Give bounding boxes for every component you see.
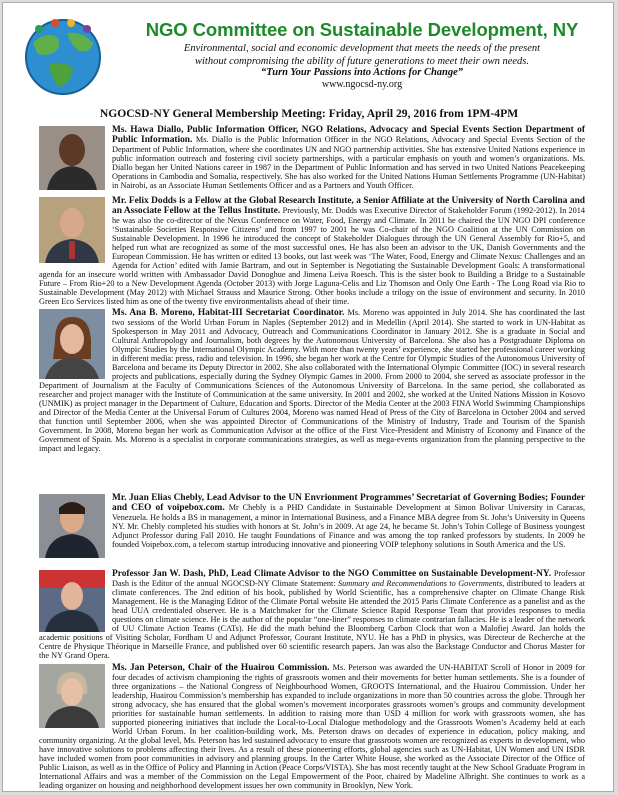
bio-name: Ms. Hawa Diallo, Public Information Officer, NGO Relations, Advocacy and Special Events Section Department of Public Information. (112, 125, 585, 145)
subtitle-line-1: Environmental, social and economic development that meets the needs of the present (183, 43, 541, 54)
bio-ana-moreno (39, 308, 585, 453)
bio-felix-dodds (39, 196, 585, 306)
bio-name: Ms. Jan Peterson, Chair of the Huairou Commission. (112, 663, 333, 673)
portrait-photo (39, 664, 105, 728)
bio-text: Ms. Moreno was appointed in July 2014. She has coordinated the last two sessions of the World Urban Forum in Naples (September 2012) and in Medellin (April 2014). She started to work in UN-Habitat as Spokesperson in May 2011 and Advocacy, Outreach and Communications Coordinator in January 2012. She is a graduate in Social and Cultural Anthropology and Journalism, both degrees by the Autonomous University of Barcelona. She also has a Postgraduate Diploma on Olympic Studies by the International Olympic Academy. With more than twenty years’ experience, she started her professional career working in different media: press, radio and television. In 1996, she began her work at the Centre for Olympic Studies of the Autonomous University of Barcelona and became its Deputy Director in 2002. She also collaborated with the International Olympic Committee (IOC) in several research projects and publications, especially during the Sydney Olympic Games in 2000. From 2000 to 2004, she served as associate professor in the Department of Journalism at the Faculty of Communications Sciences of the Autonomous University of Barcelona. In the same period, she collaborated as researcher and project manager with the Institute of Communication at the same university. In 2001 and 2002, she worked at the United Nations Mission in Kosovo (UNMIK) as project manager in the Department of Culture, Education and Sports. Director of the Media Center at the 2003 FINA World Swimming Championships and Director of the Media Center at the Universal Forum of Cultures 2004, Moreno was named Head of Press of the City of Barcelona in October 2004 and served that function until September 2006, when she was appointed Director of Communications of the Ministry of Industry, Trade and Tourism of the Spanish Government. In 2008, Moreno began her work as Communication Advisor at the office of the First Vice-President and Ministry of Economy and Finance of the Government of Spain. Ms. Moreno is a specialist in corporate communications strategies, as well as mega-events organization from the planning perspective to the impact and legacy. (39, 308, 585, 453)
org-title: NGO Committee on Sustainable Development, NY (145, 19, 579, 40)
globe-logo-icon (13, 13, 113, 97)
tagline: “Turn Your Passions into Actions for Change” (260, 67, 464, 78)
subtitle-line-2: without compromising the ability of future generations to meet their own needs. (194, 56, 530, 67)
header-text (117, 13, 607, 90)
bio-hawa-diallo (39, 125, 585, 190)
header (13, 13, 609, 97)
flyer-page (2, 2, 614, 792)
bio-text: Ms. Peterson was awarded the UN-HABITAT Scroll of Honor in 2009 for four decades of activism championing the rights of grassroots women and their movements for better human settlements. She is a founder of three organizations – the National Congress of Neighbourhood Women, GROOTS International, and the Huairou Commission. Under her leadership, Huairou Commission’s membership has expanded to include organizations in more than 50 countries across the globe. Through her strong advocacy, she has ensured that the global women’s movement incorporates grassroots women’s groups and community development priorities for sustainable human settlements. In addition to raising more than USD 4 million for work with grassroots women, she has supported pioneering initiatives that include the Local-to-Local Dialogue methodology and the Grassroots Women’s Academy held at each World Urban Forum. In her coalition-building work, Ms. Peterson draws on decades of experience in education, policy making, and community organizing. At the global level, Ms. Peterson has led sustained advocacy to ensure that grassroots women are recognized as experts in development, who have innovative solutions to problems affecting their lives. As a result of these pioneering efforts, global agencies such as UN-Habitat, UN Women and UN ISDR have included women from poor communities in advisory and planning groups. In the Carter White House, she worked as the Associate Director of the Office of Public Liaison, as well as in the Office of Policy and Planning in Action (Peace Corps/VISTA). She has most recently taught at the New School Graduate Program in International Affairs and was a member of the Commission on the Legal Empowerment of the Poor, chaired by Madeline Albright. She continues to work as a leading organizer on housing and neighborhood development issues her own community in Brooklyn, New York. (39, 663, 585, 790)
website-link[interactable]: www.ngocsd-ny.org (321, 79, 403, 90)
climate-statement-title: Summary and Recommendations to Governments (338, 579, 503, 588)
bio-text-before: Professor Dash is the Editor of the annual NGOCSD-NY Climate Statement: (112, 569, 585, 588)
meeting-title: NGOCSD-NY General Membership Meeting: Friday, April 29, 2016 from 1PM-4PM (99, 107, 519, 120)
portrait-photo (39, 309, 105, 379)
bio-jan-dash (39, 569, 585, 660)
bio-name: Mr. Juan Elias Chebly, Lead Advisor to the UN Envrionment Programmes’ Secretariat of Governing Bodies; Founder and CEO of voipebox.com. (112, 493, 585, 513)
bio-name: Mr. Felix Dodds is a Fellow at the Global Research Institute, a Senior Affiliate at the University of North Carolina and an Associate Fellow at the Tellus Institute. (112, 196, 585, 216)
bio-text: Mr Chebly is a PHD Candidate in Sustainable Development at Simon Bolivar University in Caracas, Venezuela. He holds a BS in management, a minor in International Business, and a Finance MBA degree from St. John’s University in Queens NY. Mr. Chebly completed his studies with honors at St. John’s in 2009. At age 24, he became St. John’s Tobin College of Business youngest Adjunct Professor during Fall 2010. He taught Foundations of Finance and was among the top ranked professors by students. In 2009 he founded Voipebox.com, a telecom startup introducing innovative and pioneering VOIP telephony solutions in South America and the US. (112, 503, 586, 549)
bio-text: Previously, Mr. Dodds was Executive Director of Stakeholder Forum (1992-2012). In 2014 he was also the co-director of the Nexus Conference on Water, Food, Energy and Climate. In 2011 he chaired the UN NGO DPI conference ‘Sustainable Societies Responsive Citizens’ and from 1997 to 2001 he was Co-chair of the NGO Coalition at the UN Commission on Sustainable Development. In 1996 he introduced the concept of Stakeholder Dialogues through the UN General Assembly for Rio+5, and helped run what are recognized as some of the most successful ones. He has also been an advisor to the UK, Danish Governments and the European Commission. He has written or edited 13 books, out last week was ‘The Water, Food, Energy and Climate Nexus: Challenges and an Agenda for Action’ edited with Jamie Bartram, and out in September is Negotiating the Sustainable Development Goals: A transformational agenda for an insecure world written with Ambassador David Donoghue and Jimena Leiva Roesch. This is the sister book to Building a Bridge to a Sustainable Future – From Rio+20 to a New Development Agenda (October 2013) with Jorge Laguna-Celis and Liz Thomson and Only One Earth - The Long Road via Rio to Sustainable Development (May 2012) with Michael Strauss and Maurice Strong. Other books include a trilogy on the issue of environment and security. In 2010 Green Eco Services listed him as one of the twenty five environmentalists ahead of their time. (39, 206, 585, 306)
portrait-photo (39, 197, 105, 263)
portrait-photo (39, 570, 105, 632)
bio-name: Professor Jan W. Dash, PhD, Lead Climate Advisor to the NGO Committee on Sustainable Development-NY. (112, 569, 554, 579)
bio-text: Ms. Diallo is the Public Information Officer in the NGO Relations, Advocacy and Special Events Section of the Department of Public Information, where she coordinates UN and NGO partnership activities. She has extensive United Nations experience in public information outreach and fostering civil society partnerships, with a particular emphasis on youth and women’s organizations. Ms. Diallo began her United Nations career in 1987 in the Department of Public Information and has served in two United Nations Peacekeeping Operations in Cambodia and Somalia, respectively. She has also worked for the United Nations Human Settlements Programme (UN-Habitat) in Nairobi, as an Associate Human Settlements Officer and as a Partners and Youth Officer. (112, 135, 585, 190)
portrait-photo (39, 126, 105, 190)
bio-juan-chebly (39, 493, 585, 558)
bio-jan-peterson (39, 663, 585, 790)
bio-text-after: , distributed to leaders at climate conferences. The 2nd edition of his book, published by World Scientific, has a comprehensive chapter on Climate Change Risk Management. He is the Managing Editor of the Climate Portal website He attended the 2015 Paris Climate Conference as a panelist and as the head UUA credentialed observer. He is a Matchmaker for the Climate Science Rapid Response Team that provides responses to media questions on climate science. He is the author of the popular “one-liner” responses to climate contrarian fallacies. He is a leader of the network of UU Climate Action Teams (CATs). He did the math behind the Bloomberg Carbon Clock that won a Malofiej Award. Jan holds the academic positions of Visiting Scholar, Fordham U and Adjunct Professor, Courant Institute, NYU. He has a PhD in physics, was Directeur de Recherche at the Centre de Physique Théorique in Marseille France, and published over 60 scientific research papers. Jan was also the Backstage Conductor and Chorus Master for the NY Grand Opera. (39, 579, 585, 660)
portrait-photo (39, 494, 105, 558)
bio-name: Ms. Ana B. Moreno, Habitat-III Secretariat Coordinator. (112, 308, 348, 318)
